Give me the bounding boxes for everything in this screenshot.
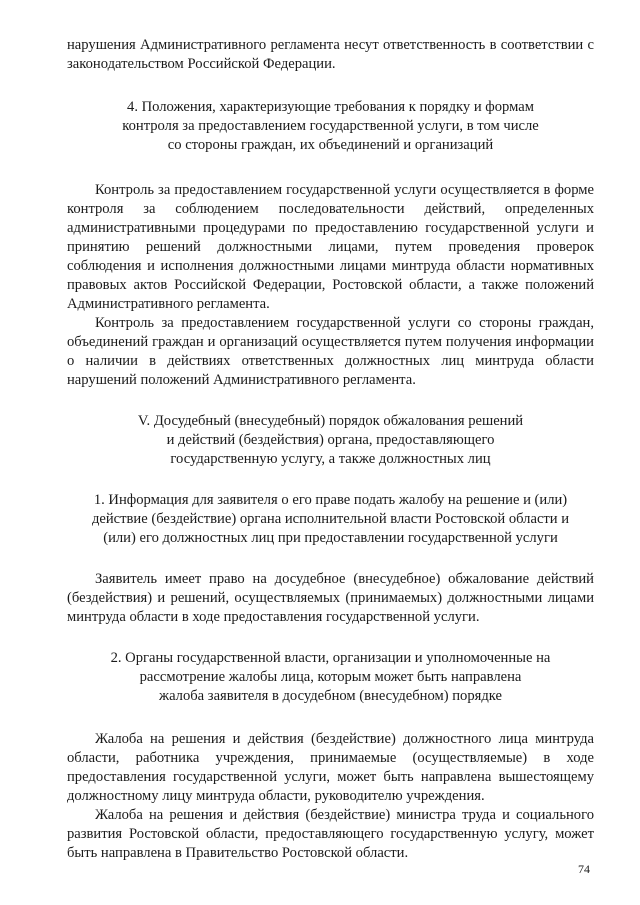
page-number: 74 — [578, 862, 590, 876]
document-page — [67, 36, 594, 863]
subsection-1-paragraph: Заявитель имеет право на досудебное (внесудебное) обжалование действий (бездействия) и решений, осуществляемых (принимаемых) должностными лицами минтруда области в ходе предоставления государственной услуги. — [67, 571, 594, 625]
subsection-1-heading — [67, 491, 594, 548]
heading-line: 2. Органы государственной власти, организации и уполномоченные на — [110, 650, 551, 666]
section-4-paragraph-2: Контроль за предоставлением государственной услуги со стороны граждан, объединений граждан и организаций осуществляется путем получения информации о наличии в действиях ответственных должностных лиц минтруда области нарушений положений Административного регламента. — [67, 315, 594, 388]
subsection-2-heading — [67, 649, 594, 706]
heading-line: 1. Информация для заявителя о его праве подать жалобу на решение и (или) — [93, 492, 568, 508]
heading-line: действие (бездействие) органа исполнительной власти Ростовской области и — [91, 511, 570, 527]
heading-line: 4. Положения, характеризующие требования к порядку и формам — [127, 99, 534, 115]
heading-line: (или) его должностных лиц при предоставлении государственной услуги — [103, 530, 558, 546]
subsection-2-paragraph-1: Жалоба на решения и действия (бездействие) должностного лица минтруда области, работника учреждения, принимаемые (осуществляемые) в ходе предоставления государственной услуги, может быть направлена вышестоящему должностному лицу минтруда области, руководителю учреждения. — [67, 731, 594, 804]
heading-line: государственную услугу, а также должностных лиц — [170, 451, 491, 467]
section-4-paragraph-1: Контроль за предоставлением государственной услуги осуществляется в форме контроля за соблюдением последовательности действий, определенных административными процедурами по предоставлению государственной услуги и принятию решений должностными лицами, путем проведения проверок соблюдения и исполнения должностными лицами минтруда области нормативных правовых актов Российской Федерации, Ростовской области, а также положений Административного регламента. — [67, 182, 594, 312]
heading-line: рассмотрение жалобы лица, которым может быть направлена — [139, 669, 522, 685]
heading-line: и действий (бездействия) органа, предоставляющего — [166, 432, 495, 448]
intro-paragraph: нарушения Административного регламента несут ответственность в соответствии с законодательством Российской Федерации. — [67, 37, 594, 72]
heading-line: со стороны граждан, их объединений и организаций — [167, 137, 494, 153]
heading-line: контроля за предоставлением государственной услуги, в том числе — [122, 118, 539, 134]
heading-line: жалоба заявителя в досудебном (внесудебном) порядке — [158, 688, 502, 704]
heading-line: V. Досудебный (внесудебный) порядок обжалования решений — [137, 413, 524, 429]
section-4-heading — [67, 98, 594, 155]
subsection-2-paragraph-2: Жалоба на решения и действия (бездействие) министра труда и социального развития Ростовской области, предоставляющего государственную услугу, может быть направлена в Правительство Ростовской области. — [67, 807, 594, 861]
section-5-heading — [67, 412, 594, 469]
